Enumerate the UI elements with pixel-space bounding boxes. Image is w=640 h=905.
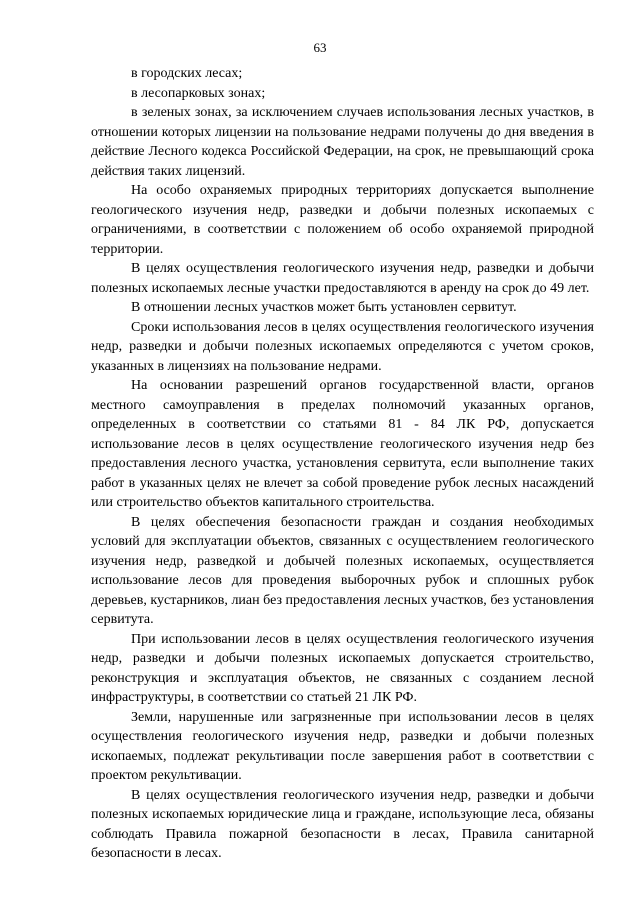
paragraph: в зеленых зонах, за исключением случаев использования лесных участков, в отношении которых лицензии на пользование недрами получены до дня введения в действие Лесного кодекса Российской Федерации, на срок, не превышающий срока действия таких лицензий. <box>91 105 594 179</box>
paragraph: На основании разрешений органов государственной власти, органов местного самоуправления в пределах полномочий указанных органов, определенных в соответствии со статьями 81 - 84 ЛК РФ, допускается использование лесов в целях осуществление геологического изучения недр без предоставления лесного участка, установления сервитута, если выполнение таких работ в указанных целях не влечет за собой проведение рубок лесных насаждений или строительство объектов капитального строительства. <box>91 378 594 510</box>
paragraph: Земли, нарушенные или загрязненные при использовании лесов в целях осуществления геологического изучения недр, разведки и добычи полезных ископаемых, подлежат рекультивации после завершения работ в соответствии с проектом рекультивации. <box>91 709 594 783</box>
page-number: 63 <box>313 40 327 55</box>
paragraph: В целях обеспечения безопасности граждан и создания необходимых условий для эксплуатации объектов, связанных с осуществлением геологического изучения недр, разведкой и добычей полезных ископаемых, осуществляется использование лесов для проведения выборочных рубок и сплошных рубок деревьев, кустарников, лиан без предоставления лесных участков, без установления сервитута. <box>91 514 594 627</box>
paragraph: Сроки использования лесов в целях осуществления геологического изучения недр, разведки и добычи полезных ископаемых определяются с учетом сроков, указанных в лицензиях на пользование недрами. <box>91 319 594 374</box>
paragraph: В отношении лесных участков может быть установлен сервитут. <box>131 300 517 315</box>
paragraph: В целях осуществления геологического изучения недр, разведки и добычи полезных ископаемых юридические лица и граждане, использующие леса, обязаны соблюдать Правила пожарной безопасности в лесах, Правила санитарной безопасности в лесах. <box>91 787 594 861</box>
paragraph: в лесопарковых зонах; <box>131 85 266 101</box>
paragraph: В целях осуществления геологического изучения недр, разведки и добычи полезных ископаемых лесные участки предоставляются в аренду на срок до 49 лет. <box>91 261 594 296</box>
paragraph: в городских лесах; <box>131 66 243 81</box>
paragraph: При использовании лесов в целях осуществления геологического изучения недр, разведки и добычи полезных ископаемых допускается строительство, реконструкция и эксплуатация объектов, не связанных с созданием лесной инфраструктуры, в соответствии со статьей 21 ЛК РФ. <box>91 631 594 705</box>
paragraph: На особо охраняемых природных территориях допускается выполнение геологического изучения недр, разведки и добычи полезных ископаемых с ограничениями, в соответствии с положением об особо охраняемой природной территории. <box>91 183 594 257</box>
document-body <box>91 64 594 864</box>
